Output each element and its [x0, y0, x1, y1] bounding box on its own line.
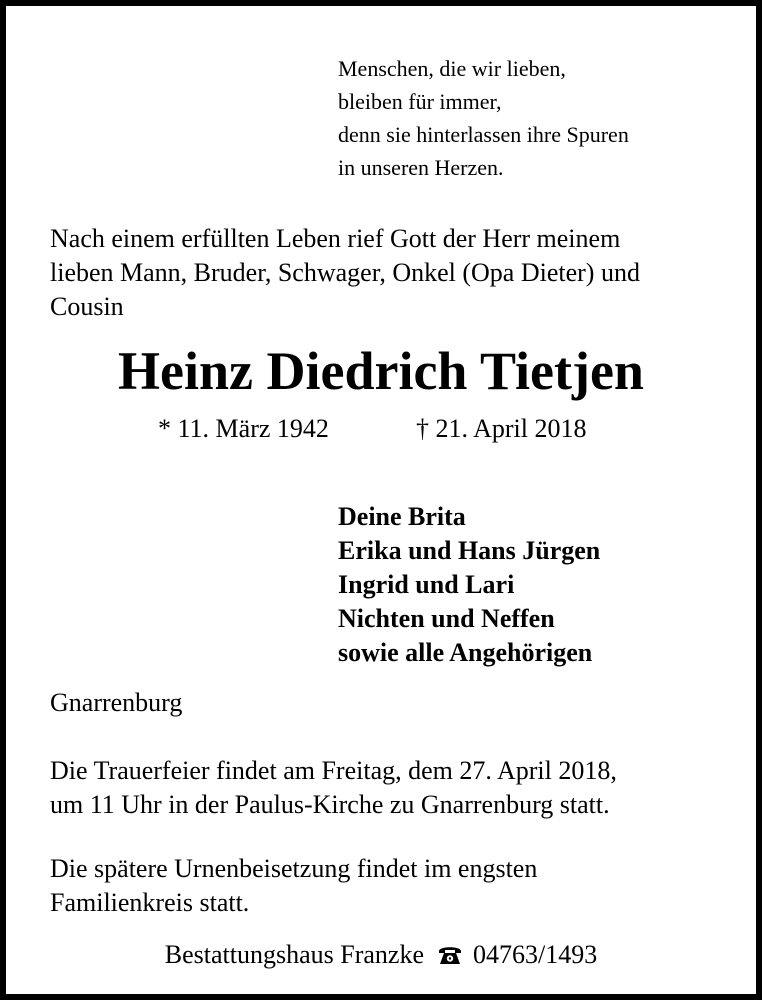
- poem-line: bleiben für immer,: [338, 89, 502, 114]
- deceased-name: Heinz Diedrich Tietjen: [118, 341, 644, 401]
- death-date: † 21. April 2018: [416, 414, 587, 443]
- birth-date: * 11. März 1942: [158, 414, 329, 443]
- funeral-home-name: Bestattungshaus Franzke: [164, 940, 424, 969]
- service-line: um 11 Uhr in der Paulus-Kirche zu Gnarrenburg statt.: [50, 790, 610, 819]
- funeral-home-contact: [6, 938, 756, 975]
- memorial-poem: [338, 52, 629, 184]
- mourner-entry: sowie alle Angehörigen: [338, 638, 593, 667]
- intro-line: lieben Mann, Bruder, Schwager, Onkel (Opa Dieter) und: [50, 258, 640, 287]
- telephone-icon: [437, 941, 463, 975]
- place-name: Gnarrenburg: [50, 688, 183, 717]
- service-line: Die Trauerfeier findet am Freitag, dem 27. April 2018,: [50, 756, 617, 785]
- mourner-entry: Nichten und Neffen: [338, 604, 555, 633]
- burial-details: [50, 852, 537, 920]
- intro-line: Cousin: [50, 292, 124, 321]
- poem-line: in unseren Herzen.: [338, 155, 504, 180]
- poem-line: Menschen, die wir lieben,: [338, 56, 566, 81]
- mourner-entry: Erika und Hans Jürgen: [338, 536, 601, 565]
- burial-line: Familienkreis statt.: [50, 888, 250, 917]
- mourner-entry: Ingrid und Lari: [338, 570, 515, 599]
- service-details: [50, 754, 617, 822]
- intro-line: Nach einem erfüllten Leben rief Gott der Herr meinem: [50, 224, 621, 253]
- funeral-home-phone: 04763/1493: [473, 940, 598, 969]
- burial-line: Die spätere Urnenbeisetzung findet im engsten: [50, 854, 538, 883]
- mourners-list: [338, 500, 600, 670]
- poem-line: denn sie hinterlassen ihre Spuren: [338, 122, 629, 147]
- mourner-entry: Deine Brita: [338, 502, 466, 531]
- intro-text: [50, 222, 730, 324]
